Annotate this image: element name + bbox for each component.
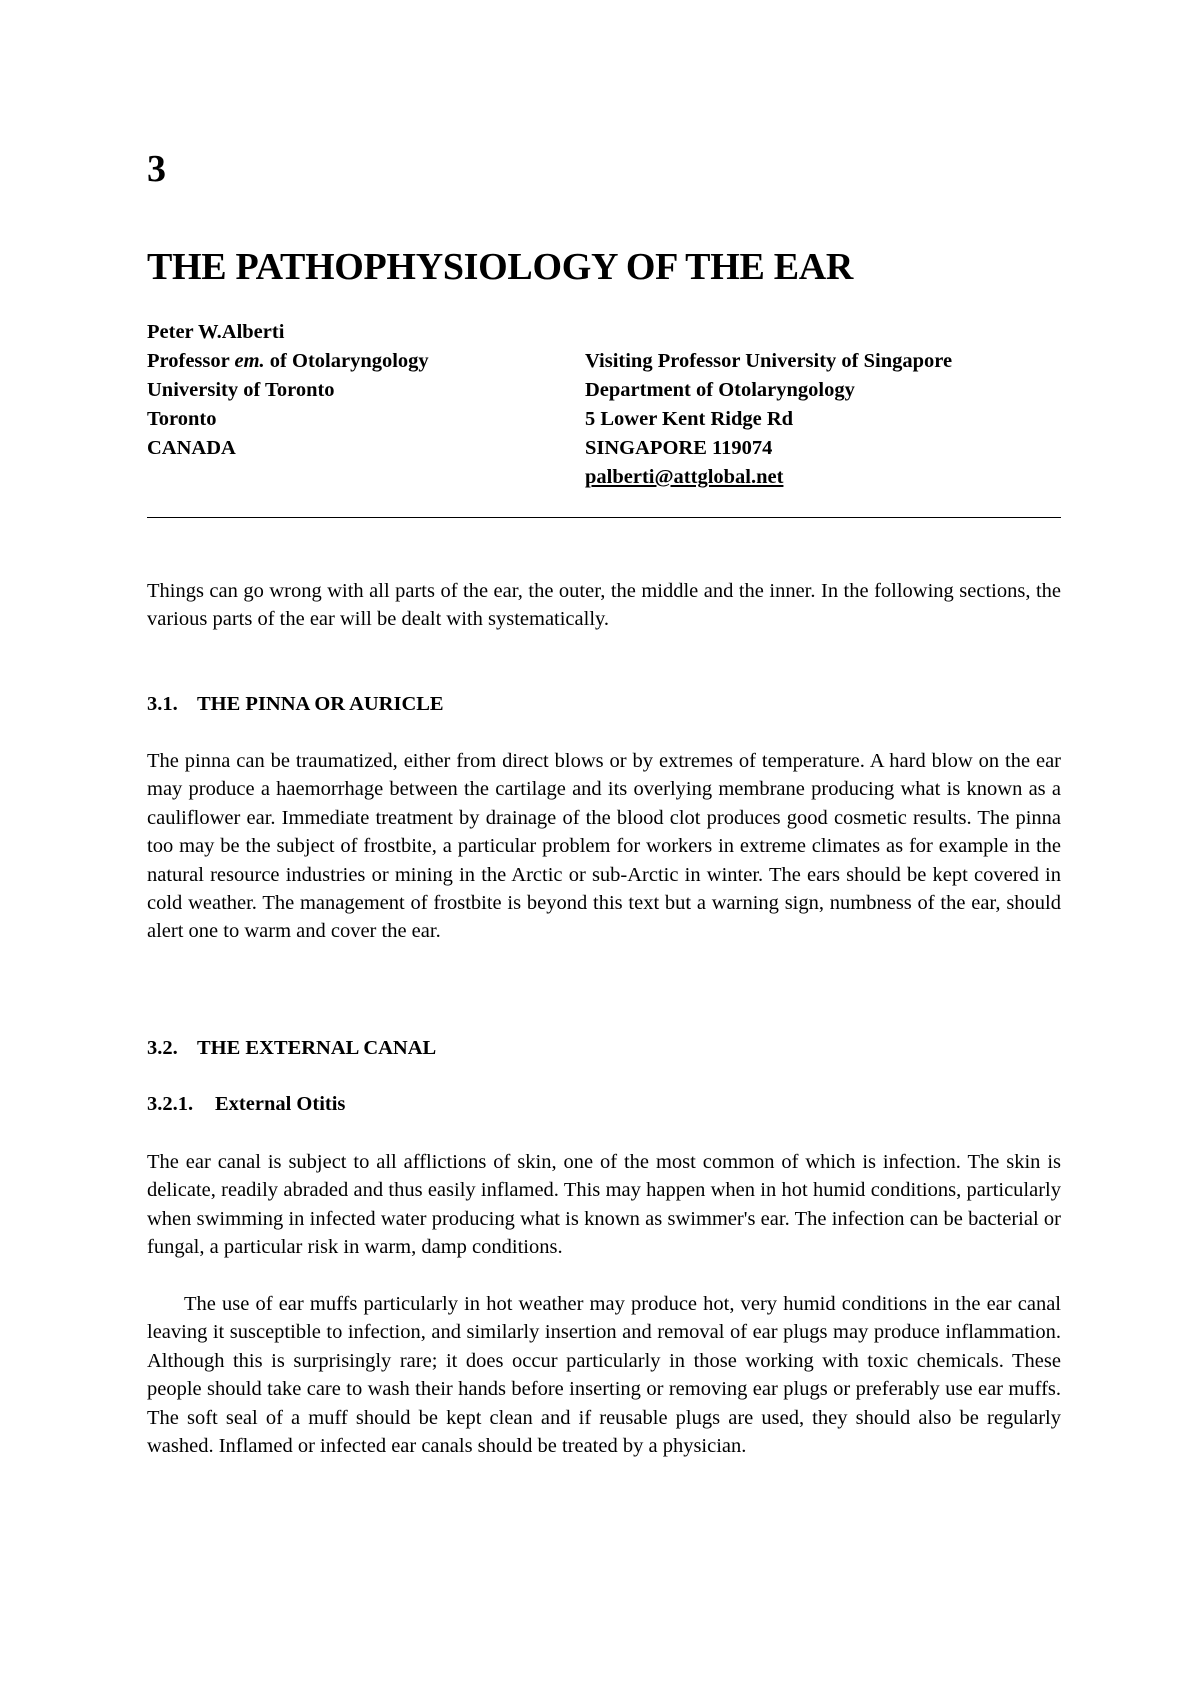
chapter-number: 3 xyxy=(147,148,166,190)
section-number: 3.1. xyxy=(147,693,178,715)
author-block xyxy=(147,318,1061,492)
author-email-line xyxy=(585,463,1061,492)
section-heading-pinna xyxy=(147,690,444,719)
intro-paragraph: Things can go wrong with all parts of the ear, the outer, the middle and the inner. In the following sections, the various parts of the ear will be dealt with systematically. xyxy=(147,580,1061,631)
affiliation-title xyxy=(147,347,585,376)
subsection-heading-external-otitis xyxy=(147,1090,345,1119)
visiting-department: Department of Otolaryngology xyxy=(585,379,855,401)
paragraph-external-otitis-1: The ear canal is subject to all afflictions of skin, one of the most common of which is infection. The skin is delicate, readily abraded and thus easily inflamed. This may happen when in hot humid conditions, particularly when swimming in infected water producing what is known as swimmer's ear. The infection can be bacterial or fungal, a particular risk in warm, damp conditions. xyxy=(147,1151,1061,1259)
affiliation-title-suffix: of Otolaryngology xyxy=(264,350,429,372)
affiliation-left xyxy=(147,347,585,492)
visiting-street: 5 Lower Kent Ridge Rd xyxy=(585,408,794,430)
section-heading-external-canal xyxy=(147,1034,436,1063)
affiliation-title-prefix: Professor xyxy=(147,350,235,372)
chapter-title: THE PATHOPHYSIOLOGY OF THE EAR xyxy=(147,246,854,288)
affiliation-university: University of Toronto xyxy=(147,379,335,401)
section-title: THE EXTERNAL CANAL xyxy=(197,1037,437,1059)
section-number: 3.2. xyxy=(147,1037,178,1059)
paragraph-pinna: The pinna can be traumatized, either from direct blows or by extremes of temperature. A hard blow on the ear may produce a haemorrhage between the cartilage and its overlying membrane producing what is known as a cauliflower ear. Immediate treatment by drainage of the blood clot produces good cosmetic results. The pinna too may be the subject of frostbite, a particular problem for workers in extreme climates as for example in the natural resource industries or mining in the Arctic or sub-Arctic in winter. The ears should be kept covered in cold weather. The management of frostbite is beyond this text but a warning sign, numbness of the ear, should alert one to warm and cover the ear. xyxy=(147,750,1061,943)
visiting-country: SINGAPORE 119074 xyxy=(585,437,773,459)
affiliation-country: CANADA xyxy=(147,437,236,459)
affiliation-right xyxy=(585,347,1061,492)
author-name: Peter W.Alberti xyxy=(147,321,285,343)
paragraph-external-otitis-2: The use of ear muffs particularly in hot weather may produce hot, very humid conditions in the ear canal leaving it susceptible to infection, and similarly insertion and removal of ear plugs may produce inflammation. Although this is surprisingly rare; it does occur particularly in those working with toxic chemicals. These people should take care to wash their hands before inserting or removing ear plugs or preferably use ear muffs. The soft seal of a muff should be kept clean and if reusable plugs are used, they should also be regularly washed. Inflamed or infected ear canals should be treated by a physician. xyxy=(147,1293,1061,1458)
affiliation-city: Toronto xyxy=(147,408,217,430)
section-title: THE PINNA OR AURICLE xyxy=(197,693,444,715)
header-divider xyxy=(147,517,1061,518)
subsection-title: External Otitis xyxy=(215,1093,346,1115)
visiting-title: Visiting Professor University of Singapore xyxy=(585,350,953,372)
author-email-link[interactable]: palberti@attglobal.net xyxy=(585,466,784,488)
affiliation-columns xyxy=(147,347,1061,492)
affiliation-title-emeritus: em. xyxy=(234,350,265,372)
subsection-number: 3.2.1. xyxy=(147,1093,194,1115)
